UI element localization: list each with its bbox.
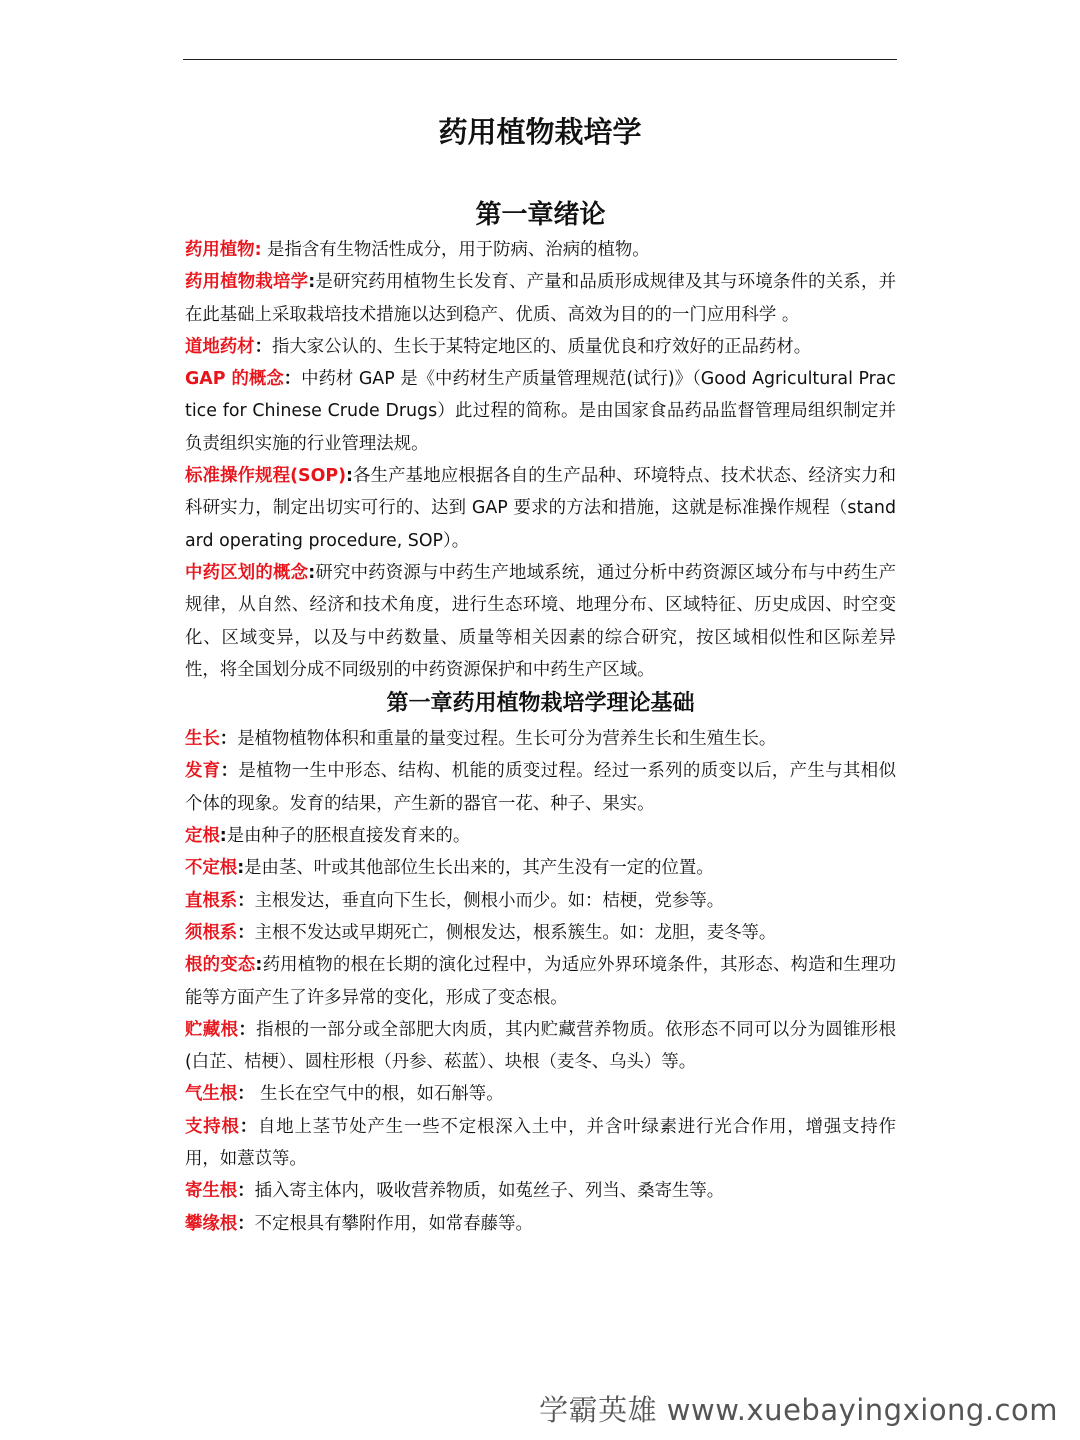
definition-text: 主根发达，垂直向下生长，侧根小而少。如：桔梗，党参等。: [254, 890, 725, 911]
definition-entry: [185, 331, 896, 363]
chapter-heading-intro: 第一章绪论: [475, 200, 606, 230]
definition-term: 寄生根: [185, 1181, 238, 1202]
definition-term: 攀缘根: [185, 1213, 238, 1234]
definition-entry: [185, 557, 896, 686]
term-separator: :: [308, 272, 316, 293]
document-body: [185, 198, 896, 1240]
term-separator: ：: [237, 1213, 255, 1234]
definition-entry: [185, 820, 896, 852]
header-rule: [183, 59, 897, 60]
term-separator: ：: [254, 336, 272, 357]
definition-text: 指根的一部分或全部肥大肉质，其内贮藏营养物质。依形态不同可以分为圆锥形根(白芷、桔梗）、圆柱形根（丹参、菘蓝）、块根（麦冬、乌头）等。: [185, 1019, 896, 1073]
definition-text: 研究中药资源与中药生产地域系统，通过分析中药资源区域分布与中药生产规律，从自然、经济和技术角度，进行生态环境、地理分布、区域特征、历史成因、时空变化、区域变异，以及与中药数量、质量等相关因素的综合研究，按区域相似性和区际差异性，将全国划分成不同级别的中药资源保护和中药生产区域。: [185, 562, 896, 680]
definition-term: 中药区划的概念: [185, 562, 309, 583]
definition-term: 药用植物:: [185, 240, 262, 260]
definition-entry: [185, 1175, 896, 1207]
definition-entry: [185, 234, 896, 266]
definition-text: 是由种子的胚根直接发育来的。: [226, 826, 471, 847]
term-separator: :: [346, 466, 354, 487]
document-title: 药用植物栽培学: [438, 115, 642, 149]
definition-entry: [185, 917, 896, 949]
definition-text: 中药材 GAP 是《中药材生产质量管理规范(试行)》（Good Agricultural Practice for Chinese Crude Drugs）此过程的简称。是由国家食品药品监督管理局组织制定并负责组织实施的行业管理法规。: [185, 369, 896, 454]
definition-entry: [185, 460, 896, 557]
definition-term: 药用植物栽培学: [185, 272, 309, 293]
term-separator: :: [219, 826, 227, 847]
definition-term: 不定根: [185, 858, 238, 879]
term-separator: ：: [237, 890, 255, 911]
chapter-theory-entries: [185, 723, 896, 1240]
definition-entry: [185, 885, 896, 917]
term-separator: ：: [237, 1084, 255, 1105]
definition-entry: [185, 723, 896, 755]
definition-term: 定根: [185, 826, 220, 847]
definition-entry: [185, 363, 896, 460]
definition-text: 插入寄主体内，吸收营养物质，如菟丝子、列当、桑寄生等。: [254, 1181, 725, 1202]
definition-text: 药用植物的根在长期的演化过程中，为适应外界环境条件，其形态、构造和生理功能等方面产生了许多异常的变化，形成了变态根。: [185, 955, 896, 1008]
definition-text: 是由茎、叶或其他部位生长出来的，其产生没有一定的位置。: [244, 858, 714, 879]
definition-term: 贮藏根: [185, 1019, 239, 1040]
definition-term: 须根系: [185, 922, 238, 943]
definition-term: 根的变态: [185, 955, 256, 976]
definition-entry: [185, 1014, 896, 1079]
definition-entry: [185, 1111, 896, 1176]
definition-term: 直根系: [185, 890, 238, 911]
term-separator: :: [255, 955, 263, 976]
definition-term: GAP 的概念: [185, 369, 284, 390]
chapter-intro-entries: [185, 234, 896, 686]
term-separator: ：: [283, 369, 302, 390]
term-separator: ：: [220, 761, 239, 782]
definition-text: 不定根具有攀附作用，如常春藤等。: [254, 1213, 533, 1234]
term-separator: :: [237, 858, 245, 879]
site-watermark: 学霸英雄 www.xuebayingxiong.com: [539, 1393, 1058, 1427]
term-separator: ：: [239, 1116, 259, 1137]
term-separator: ：: [237, 922, 255, 943]
definition-term: 支持根: [185, 1116, 240, 1137]
definition-text: 指大家公认的、生长于某特定地区的、质量优良和疗效好的正品药材。: [271, 336, 812, 357]
term-separator: :: [308, 562, 316, 583]
definition-text: 自地上茎节处产生一些不定根深入土中，并含叶绿素进行光合作用，增强支持作用，如薏苡等。: [185, 1116, 896, 1170]
definition-entry: [185, 755, 896, 820]
definition-text: 主根不发达或早期死亡，侧根发达，根系簇生。如：龙胆，麦冬等。: [254, 922, 777, 943]
chapter-heading-theory: 第一章药用植物栽培学理论基础: [386, 691, 695, 717]
definition-term: 气生根: [185, 1084, 238, 1105]
term-separator: ：: [237, 1181, 255, 1202]
definition-text: 是指含有生物活性成分，用于防病、治病的植物。: [261, 240, 650, 260]
definition-entry: [185, 266, 896, 331]
term-separator: ：: [238, 1019, 257, 1040]
definition-text: 是植物植物体积和重量的量变过程。生长可分为营养生长和生殖生长。: [237, 729, 777, 750]
definition-text: 生长在空气中的根，如石斛等。: [254, 1084, 504, 1105]
definition-entry: [185, 949, 896, 1014]
definition-text: 是植物一生中形态、结构、机能的质变过程。经过一系列的质变以后，产生与其相似个体的现象。发育的结果，产生新的器官一花、种子、果实。: [185, 761, 896, 814]
term-separator: ：: [219, 729, 238, 750]
definition-text: 是研究药用植物生长发育、产量和品质形成规律及其与环境条件的关系，并在此基础上采取栽培技术措施以达到稳产、优质、高效为目的的一门应用科学 。: [185, 272, 896, 325]
definition-text: 各生产基地应根据各自的生产品种、环境特点、技术状态、经济实力和科研实力，制定出切实可行的、达到 GAP 要求的方法和措施，这就是标准操作规程（standard operating procedure, SOP）。: [185, 466, 896, 551]
definition-entry: [185, 1078, 896, 1110]
definition-entry: [185, 1208, 896, 1240]
definition-term: 道地药材: [185, 336, 255, 357]
definition-entry: [185, 852, 896, 884]
definition-term: 生长: [185, 729, 220, 750]
definition-term: 标准操作规程(SOP): [185, 466, 347, 487]
definition-term: 发育: [185, 761, 221, 782]
